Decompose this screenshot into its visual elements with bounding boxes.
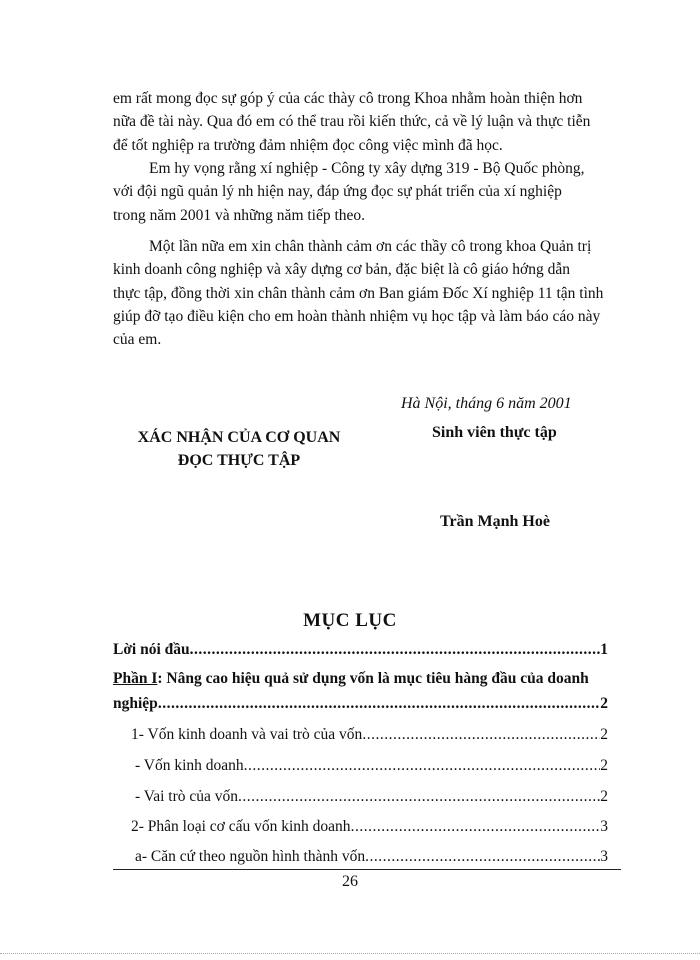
toc-entry[interactable] [131, 726, 608, 744]
toc-entry-label: - Vốn kinh doanh [135, 757, 244, 774]
toc-entry-page: 2 [600, 695, 608, 712]
toc-entry-label: 2- Phân loại cơ cấu vốn kinh doanh [131, 818, 351, 835]
toc-entry-page: 2 [600, 757, 608, 774]
toc-leader-dots [351, 818, 601, 836]
toc-part1-title[interactable] [113, 670, 589, 688]
toc-leader-dots [365, 848, 600, 866]
toc-entry[interactable] [135, 788, 608, 806]
toc-leader-dots [190, 641, 601, 659]
text-line: trong năm 2001 và những năm tiếp theo. [113, 206, 366, 224]
paragraph-closing-1 [113, 87, 621, 157]
toc-entry-label: 1- Vốn kinh doanh và vai trò của vốn [131, 726, 363, 743]
toc-leader-dots [244, 757, 601, 775]
toc-entry-label: nghiệp [113, 695, 158, 712]
text-line: Em hy vọng rằng xí nghiệp - Công ty xây dựng 319 - Bộ Quốc phòng, [149, 160, 585, 177]
toc-entry-label: Lời nói đầu [113, 641, 190, 658]
agency-confirmation-line2: ĐỌC THỰC TẬP [177, 452, 301, 469]
signature-date: Hà Nội, tháng 6 năm 2001 [401, 395, 572, 412]
text-line: kinh doanh công nghiệp và xây dựng cơ bản, đặc biệt là cô giáo hớng dẫn [113, 261, 570, 279]
toc-leader-dots [238, 788, 600, 806]
toc-entry-page: 3 [600, 818, 608, 835]
toc-entry-label: a- Căn cứ theo nguồn hình thành vốn [135, 848, 366, 865]
text-line: của em. [113, 331, 162, 349]
paragraph-thanks [113, 235, 621, 351]
student-label: Sinh viên thực tập [432, 424, 557, 441]
paragraph-closing-2 [113, 157, 621, 227]
toc-leader-dots [158, 695, 600, 713]
text-line: để tốt nghiệp ra trường đảm nhiệm đọc công việc mình đã học. [113, 136, 503, 154]
toc-leader-dots [362, 726, 600, 744]
toc-entry[interactable] [131, 818, 608, 836]
toc-entry-page: 2 [600, 788, 608, 805]
page-bottom-border [0, 953, 700, 954]
footer-divider [113, 869, 621, 870]
text-line: thực tập, đồng thời xin chân thành cảm ơn Ban giám Đốc Xí nghiệp 11 tận tình [113, 284, 604, 302]
text-line: với đội ngũ quản lý nh hiện nay, đáp ứng đọc sự phát triển của xí nghiệp [113, 183, 562, 201]
text-line: Một lần nữa em xin chân thành cảm ơn các thầy cô trong khoa Quản trị [149, 238, 592, 255]
toc-entry[interactable] [135, 848, 608, 866]
toc-entry[interactable] [135, 757, 608, 775]
text-line: nữa đề tài này. Qua đó em có thể trau rồi kiến thức, cả về lý luận và thực tiễn [113, 113, 591, 131]
toc-title: MỤC LỤC [303, 610, 397, 631]
text-line: em rất mong đọc sự góp ý của các thày cô trong Khoa nhằm hoàn thiện hơn [113, 90, 583, 107]
toc-part1-prefix: Phần I [113, 670, 158, 687]
agency-confirmation-heading [134, 426, 344, 472]
toc-entry-label: - Vai trò của vốn [135, 788, 239, 805]
toc-entry-page: 2 [600, 726, 608, 743]
toc-entry-page: 1 [600, 641, 608, 658]
toc-entry-intro[interactable] [113, 641, 608, 659]
agency-confirmation-line1: XÁC NHẬN CỦA CƠ QUAN [137, 429, 341, 446]
toc-entry-part1[interactable] [113, 695, 608, 713]
page-number: 26 [342, 873, 358, 890]
student-name: Trần Mạnh Hoè [440, 513, 550, 530]
toc-entry-page: 3 [600, 848, 608, 865]
text-line: giúp đỡ tạo điều kiện cho em hoàn thành nhiệm vụ học tập và làm báo cáo này [113, 307, 601, 325]
toc-part1-title-rest: : Nâng cao hiệu quả sử dụng vốn là mục tiêu hàng đầu của doanh [157, 670, 589, 687]
